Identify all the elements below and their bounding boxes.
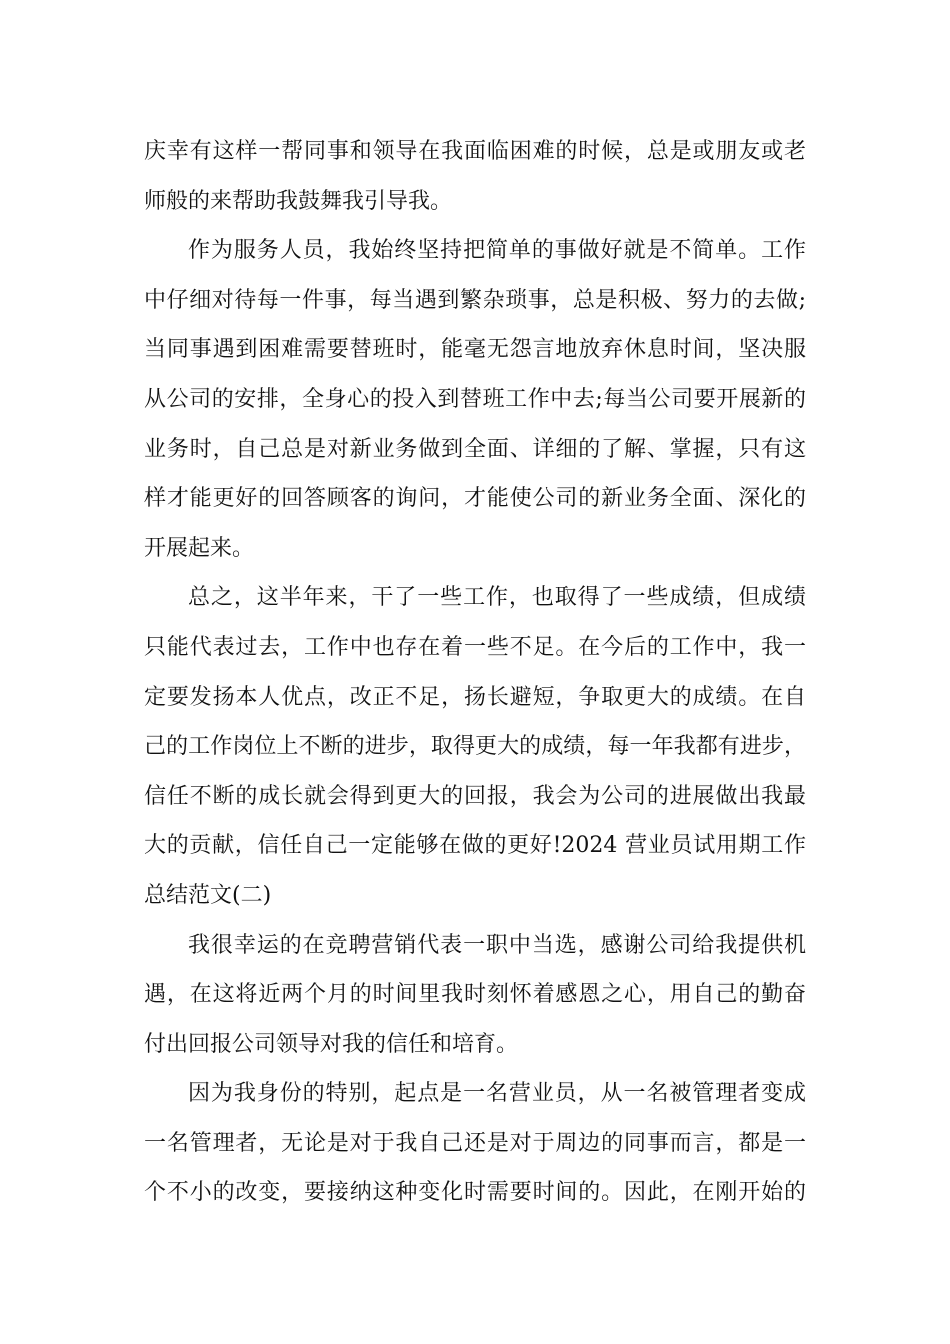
- text-line-2: 师般的来帮助我鼓舞我引导我。: [144, 188, 453, 214]
- text-line-1: 庆幸有这样一帮同事和领导在我面临困难的时候，总是或朋友或老: [144, 139, 806, 164]
- text-line-15: 大的贡献，信任自己一定能够在做的更好!2024 营业员试用期工作: [144, 833, 806, 859]
- text-line-22: 个不小的改变，要接纳这种变化时需要时间的。因此，在刚开始的: [144, 1180, 806, 1206]
- text-line-21: 一名管理者，无论是对于我自己还是对于周边的同事而言，都是一: [144, 1130, 806, 1156]
- text-line-7: 业务时，自己总是对新业务做到全面、详细的了解、掌握，只有这: [144, 436, 806, 462]
- text-line-6: 从公司的安排，全身心的投入到替班工作中去;每当公司要开展新的: [144, 386, 806, 412]
- text-line-12: 定要发扬本人优点，改正不足，扬长避短，争取更大的成绩。在自: [144, 684, 806, 710]
- text-line-5: 当同事遇到困难需要替班时，能毫无怨言地放弃休息时间，坚决服: [144, 337, 806, 363]
- paragraph-start-line-20: 因为我身份的特别，起点是一名营业员，从一名被管理者变成: [188, 1081, 806, 1107]
- text-line-11: 只能代表过去，工作中也存在着一些不足。在今后的工作中，我一: [144, 634, 806, 660]
- paragraph-start-line-17: 我很幸运的在竞聘营销代表一职中当选，感谢公司给我提供机: [188, 932, 806, 958]
- section-title-line-16: 总结范文(二): [144, 882, 272, 908]
- text-line-4: 中仔细对待每一件事，每当遇到繁杂琐事，总是积极、努力的去做;: [144, 287, 806, 313]
- paragraph-start-line-3: 作为服务人员，我始终坚持把简单的事做好就是不简单。工作: [188, 238, 806, 264]
- body-text: [144, 127, 806, 1218]
- paragraph-start-line-10: 总之，这半年来，干了一些工作，也取得了一些成绩，但成绩: [188, 585, 806, 611]
- text-line-18: 遇，在这将近两个月的时间里我时刻怀着感恩之心，用自己的勤奋: [144, 982, 806, 1008]
- text-line-13: 己的工作岗位上不断的进步，取得更大的成绩，每一年我都有进步，: [144, 734, 806, 760]
- text-line-19: 付出回报公司领导对我的信任和培育。: [144, 1031, 519, 1057]
- text-line-9: 开展起来。: [144, 535, 255, 561]
- text-line-8: 样才能更好的回答顾客的询问，才能使公司的新业务全面、深化的: [144, 486, 806, 512]
- text-line-14: 信任不断的成长就会得到更大的回报，我会为公司的进展做出我最: [144, 783, 806, 809]
